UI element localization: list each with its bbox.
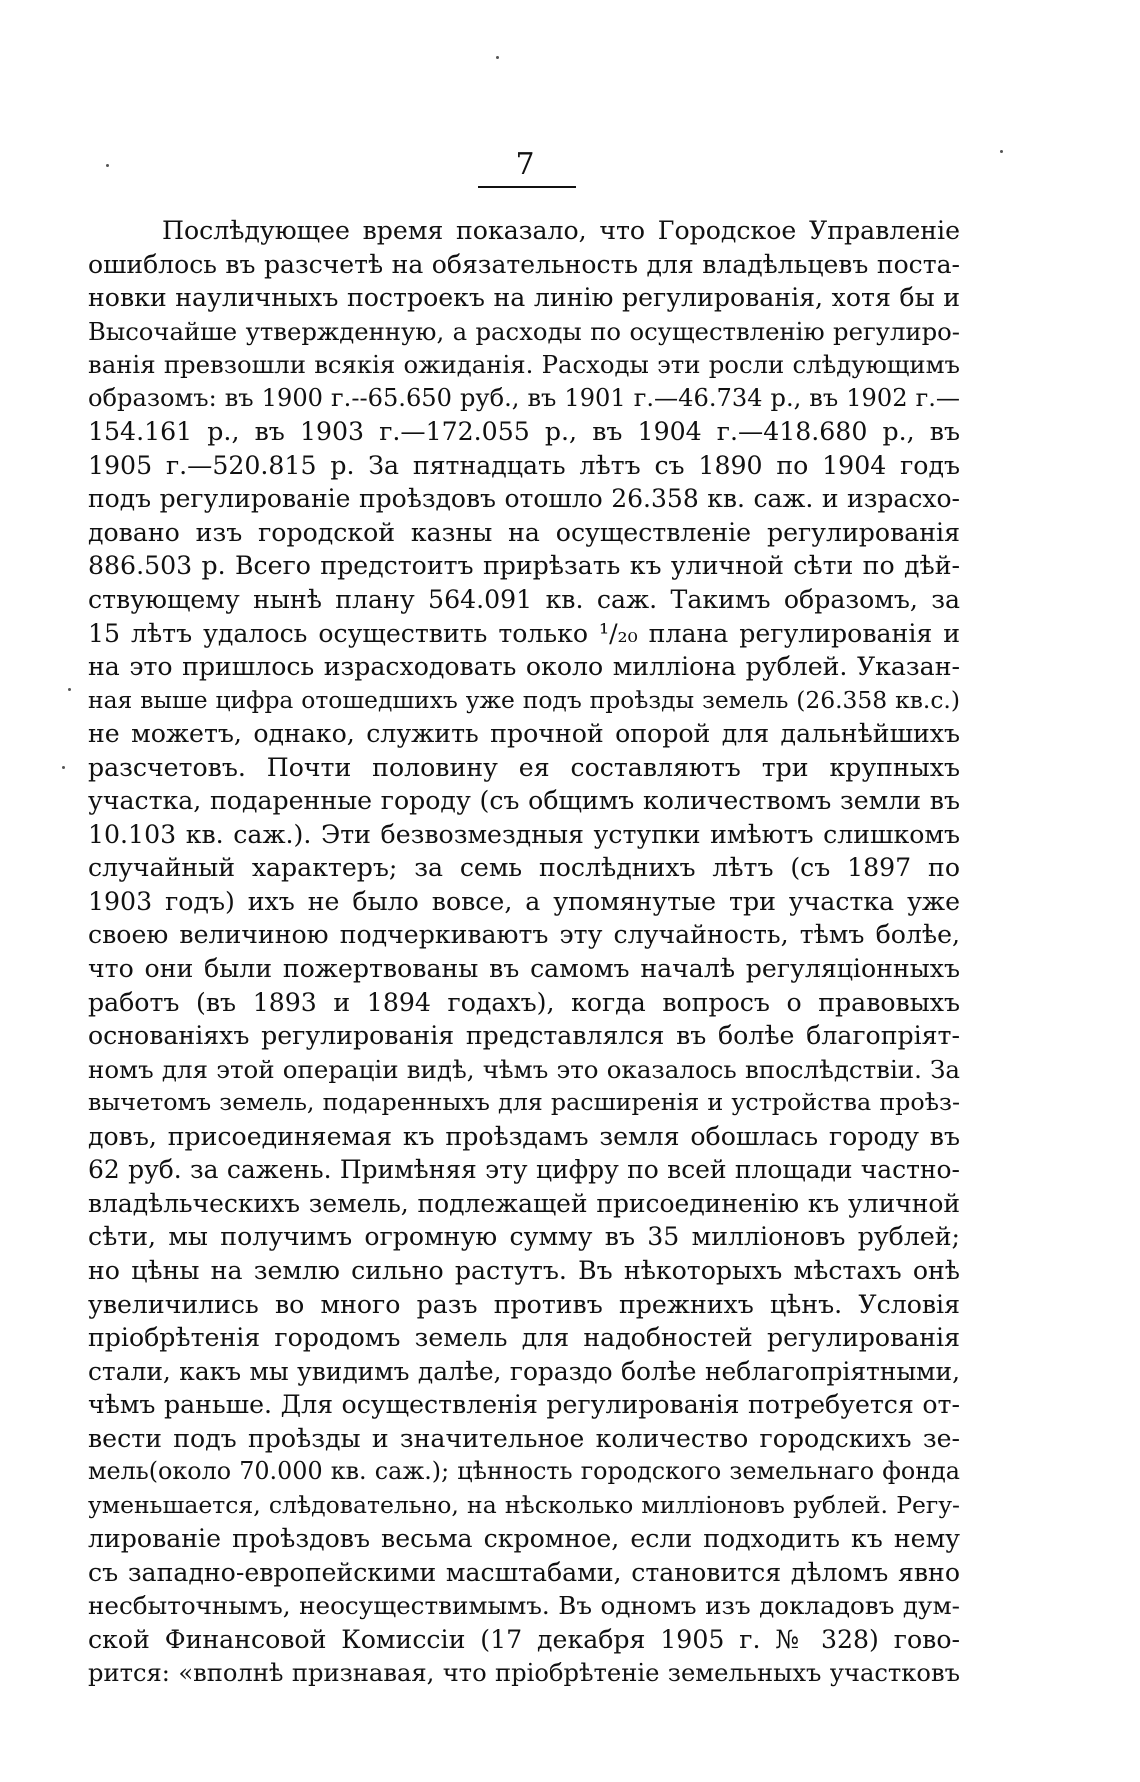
text-line: рится: «вполнѣ признавая, что пріобрѣтеніе земельныхъ участковъ: [88, 1658, 960, 1687]
text-line: ная выше цифра отошедшихъ уже подъ проѣзды земель (26.358 кв.с.): [88, 685, 960, 714]
text-line: номъ для этой операціи видѣ, чѣмъ это оказалось впослѣдствіи. За: [88, 1054, 960, 1084]
text-line: 1903 годъ) ихъ не было вовсе, а упомянутые три участка уже: [88, 886, 960, 916]
text-line: уменьшается, слѣдовательно, на нѣсколько милліоновъ рублей. Регу-: [88, 1490, 960, 1519]
text-line: ствующему нынѣ плану 564.091 кв. саж. Такимъ образомъ, за: [88, 585, 960, 615]
text-line: несбыточнымъ, неосуществимымъ. Въ одномъ изъ докладовъ дум-: [88, 1591, 960, 1621]
paper-speck: [106, 164, 109, 167]
page-number: 7: [515, 147, 535, 182]
text-line: участка, подаренные городу (съ общимъ количествомъ земли въ: [88, 786, 960, 816]
text-line: стали, какъ мы увидимъ далѣе, гораздо болѣе неблагопріятными,: [88, 1356, 960, 1386]
text-line: 10.103 кв. саж.). Эти безвозмездныя уступки имѣютъ слишкомъ: [88, 819, 960, 849]
text-line: на это пришлось израсходовать около милліона рублей. Указан-: [88, 652, 960, 682]
text-line: довано изъ городской казны на осуществленіе регулированія: [88, 517, 960, 547]
text-line: не можетъ, однако, служить прочной опорой для дальнѣйшихъ: [88, 719, 960, 749]
text-line: лированіе проѣздовъ весьма скромное, если подходить къ нему: [88, 1524, 960, 1554]
text-line: ошиблось въ разсчетѣ на обязательность для владѣльцевъ поста-: [88, 249, 960, 279]
text-line: 1905 г.—520.815 р. За пятнадцать лѣтъ съ 1890 по 1904 годъ: [88, 450, 960, 480]
text-line: вести подъ проѣзды и значительное количество городскихъ зе-: [88, 1423, 960, 1453]
text-line: мель(около 70.000 кв. саж.); цѣнность городского земельнаго фонда: [88, 1457, 960, 1486]
text-line: пріобрѣтенія городомъ земель для надобностей регулированія: [88, 1323, 960, 1353]
text-line: Послѣдующее время показало, что Городское Управленіе: [162, 216, 960, 245]
page-number-rule: [478, 186, 576, 188]
text-line: 886.503 р. Всего предстоитъ прирѣзать къ уличной сѣти по дѣй-: [88, 551, 960, 581]
text-line: разсчетовъ. Почти половину ея составляютъ три крупныхъ: [88, 752, 960, 782]
text-line: новки науличныхъ построекъ на линію регулированія, хотя бы и: [88, 283, 960, 313]
text-line: своею величиною подчеркиваютъ эту случайность, тѣмъ болѣе,: [88, 920, 960, 950]
text-line: владѣльческихъ земель, подлежащей присоединенію къ уличной: [88, 1188, 960, 1218]
paper-speck: [1000, 150, 1003, 153]
paper-speck: [496, 56, 499, 59]
text-line: но цѣны на землю сильно растутъ. Въ нѣкоторыхъ мѣстахъ онѣ: [88, 1255, 960, 1285]
body-text: [88, 214, 960, 1690]
text-line: вычетомъ земель, подаренныхъ для расширенія и устройства проѣз-: [88, 1088, 960, 1117]
text-line: съ западно-европейскими масштабами, становится дѣломъ явно: [88, 1557, 960, 1587]
text-line: сѣти, мы получимъ огромную сумму въ 35 милліоновъ рублей;: [88, 1222, 960, 1252]
text-line: довъ, присоединяемая къ проѣздамъ земля обошлась городу въ: [88, 1121, 960, 1151]
text-line: чѣмъ раньше. Для осуществленія регулированія потребуется от-: [88, 1390, 960, 1420]
text-line: 62 руб. за сажень. Примѣняя эту цифру по всей площади частно-: [88, 1155, 960, 1185]
text-line: 15 лѣтъ удалось осуществить только ¹/₂₀ плана регулированія и: [88, 618, 960, 648]
text-line: работъ (въ 1893 и 1894 годахъ), когда вопросъ о правовыхъ: [88, 987, 960, 1017]
text-line: ванія превзошли всякія ожиданія. Расходы эти росли слѣдующимъ: [88, 350, 960, 380]
text-line: образомъ: въ 1900 г.--65.650 руб., въ 1901 г.—46.734 р., въ 1902 г.—: [88, 383, 960, 412]
text-line: что они были пожертвованы въ самомъ началѣ регуляціонныхъ: [88, 954, 960, 984]
text-line: увеличились во много разъ противъ прежнихъ цѣнъ. Условія: [88, 1289, 960, 1319]
text-line: подъ регулированіе проѣздовъ отошло 26.358 кв. саж. и израсхо-: [88, 484, 960, 514]
text-line: случайный характеръ; за семь послѣднихъ лѣтъ (съ 1897 по: [88, 853, 960, 883]
text-line: основаніяхъ регулированія представлялся въ болѣе благопріят-: [88, 1021, 960, 1051]
text-line: 154.161 р., въ 1903 г.—172.055 р., въ 1904 г.—418.680 р., въ: [88, 417, 960, 447]
text-line: ской Финансовой Комиссіи (17 декабря 1905 г. № 328) гово-: [88, 1624, 960, 1654]
text-line: Высочайше утвержденную, а расходы по осуществленію регулиро-: [88, 316, 960, 346]
paper-speck: [62, 766, 65, 769]
paper-speck: [68, 688, 71, 691]
